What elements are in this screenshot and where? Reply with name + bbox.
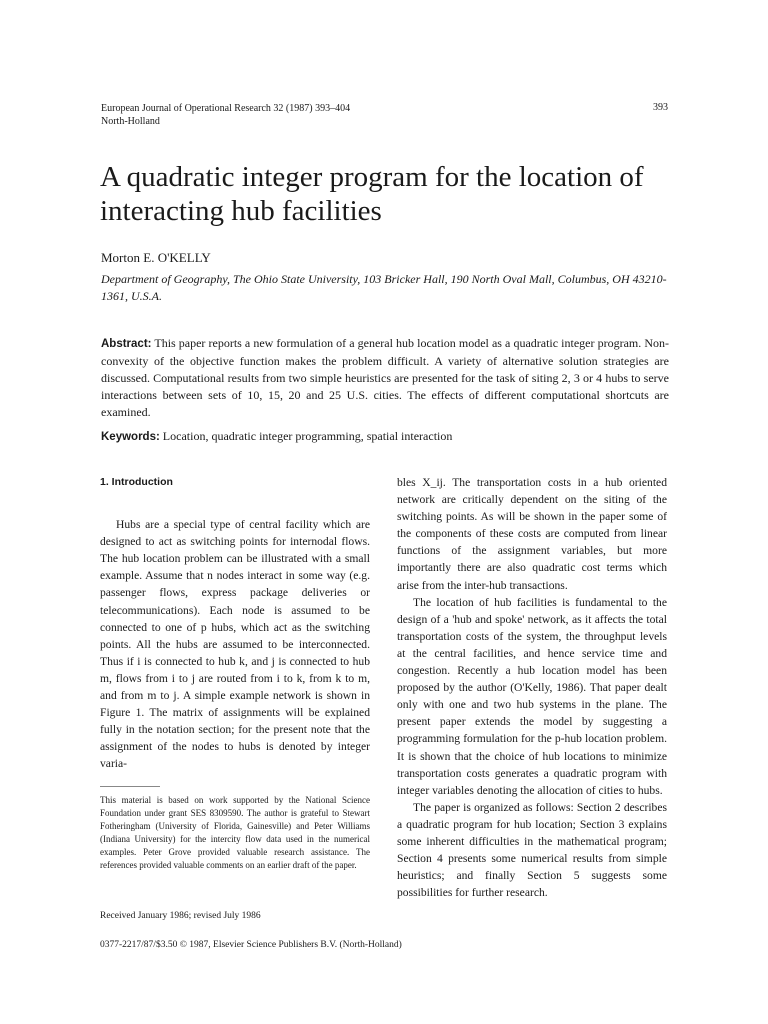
keywords-label: Keywords: [101,431,160,443]
journal-line-2: North-Holland [101,116,160,127]
paragraph: bles X_ij. The transportation costs in a hub oriented network are critically dependent on the siting of the switching points. As will be shown in the paper some of the components of these costs are computed from linear functions of the assignment variables, but more importantly there are also quadratic cost terms which arise from the inter-hub transactions. [397,476,667,592]
paragraph: The paper is organized as follows: Section 2 describes a quadratic program for hub location; Section 3 explains some inherent difficulties in the mathematical program; Section 4 presents some numerical results from simple heuristics; and finally Section 5 suggests some possibilities for further research. [397,800,667,900]
abstract-label: Abstract: [101,338,152,350]
received-date: Received January 1986; revised July 1986 [100,911,261,921]
paragraph: The location of hub facilities is fundamental to the design of a 'hub and spoke' network, as it affects the total transportation costs of the system, the throughput levels at the central facilities, and hence service time and congestion. Recently a hub location model has been proposed by the author (O'Kelly, 1986). That paper dealt only with one and two hub systems in the plane. The present paper extends the model by suggesting a programming formulation for the p-hub location problem. It is shown that the choice of hub locations to minimize transportation costs generates a quadratic program with integer variables denoting the allocation of cities to hubs. [397,595,667,797]
footnote: This material is based on work supported by the National Science Foundation under grant SES 8309590. The author is grateful to Stewart Fotheringham (University of Florida, Gainesville) and Peter Williams (Indiana University) for the intercity flow data used in the numerical examples. Peter Grove provided valuable research assistance. The references provided valuable comments on an earlier draft of the paper. [100,795,370,870]
section-heading: 1. Introduction [100,476,173,488]
keywords [101,429,669,444]
author-name: Morton E. O'KELLY [101,250,211,265]
paragraph: Hubs are a special type of central facility which are designed to act as switching points for internodal flows. The hub location problem can be illustrated with a small example. Assume that n nodes interact in some way (e.g. passenger flows, express package deliveries or telecommunications). Each node is assumed to be connected to one of p hubs, which act as the switching points. All the hubs are assumed to be interconnected. Thus if i is connected to hub k, and j is connected to hub m, flows from i to j are routed from i to k, from k to m, and from m to j. A simple example network is shown in Figure 1. The matrix of assignments will be explained fully in the notation section; for the present note that the assignment of the nodes to hubs is denoted by integer varia- [100,518,370,771]
author-affiliation: Department of Geography, The Ohio State University, 103 Bricker Hall, 190 North Oval Mall, Columbus, OH 43210-1361, U.S.A. [101,272,667,303]
keywords-text: Location, quadratic integer programming, spatial interaction [162,429,453,443]
journal-citation [101,102,350,128]
right-column [397,474,667,901]
footnote-divider [100,786,160,787]
journal-line-1: European Journal of Operational Research 32 (1987) 393–404 [101,103,351,114]
page-number: 393 [653,102,668,113]
copyright-line: 0377-2217/87/$3.50 © 1987, Elsevier Science Publishers B.V. (North-Holland) [100,940,402,950]
left-column [100,474,370,773]
abstract [101,335,669,421]
abstract-text: This paper reports a new formulation of a general hub location model as a quadratic integer program. Non-convexity of the objective function makes the problem difficult. A variety of alternative solution strategies are discussed. Computational results from two simple heuristics are presented for the task of siting 2, 3 or 4 hubs to serve interactions between sets of 10, 15, 20 and 25 U.S. cities. The effects of different computational shortcuts are examined. [101,336,669,419]
article-title: A quadratic integer program for the location of interacting hub facilities [100,161,644,227]
